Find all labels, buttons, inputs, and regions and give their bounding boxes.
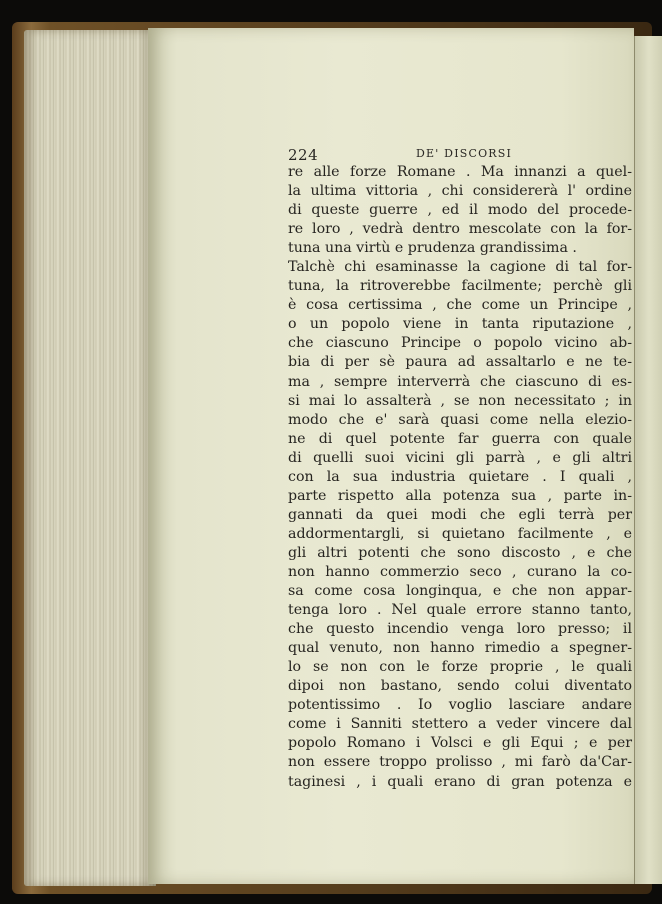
text-line: lo se non con le forze proprie , le quali — [288, 659, 632, 676]
text-line: che questo incendio venga loro presso; il — [288, 621, 632, 638]
body-text — [288, 163, 632, 792]
text-line: qual venuto, non hanno rimedio a spegner- — [288, 640, 632, 657]
text-line: popolo Romano i Volsci e gli Equi ; e per — [288, 735, 632, 752]
text-line: taginesi , i quali erano di gran potenza e — [288, 773, 632, 790]
text-line: gannati da quei modi che egli terrà per — [288, 506, 632, 523]
text-line: Talchè chi esaminasse la cagione di tal for- — [288, 259, 632, 276]
text-line: ne di quel potente far guerra con quale — [288, 430, 632, 447]
text-line: che ciascuno Principe o popolo vicino ab- — [288, 335, 632, 352]
text-line: re loro , vedrà dentro mescolate con la for- — [288, 221, 632, 238]
text-line: gli altri potenti che sono discosto , e che — [288, 544, 632, 561]
facing-page-edge — [634, 36, 662, 884]
text-line: o un popolo viene in tanta riputazione , — [288, 316, 632, 333]
text-line: addormentargli, si quietano facilmente , e — [288, 525, 632, 542]
running-title: DE' DISCORSI — [416, 147, 513, 160]
text-line: modo che e' sarà quasi come nella elezio- — [288, 411, 632, 428]
text-line: sa come cosa longinqua, e che non appar- — [288, 583, 632, 600]
text-line: di queste guerre , ed il modo del procede- — [288, 202, 632, 219]
page-number: 224 — [288, 146, 319, 164]
text-line: tuna, la ritroverebbe facilmente; perchè gli — [288, 278, 632, 295]
text-line: non hanno commerzio seco , curano la co- — [288, 563, 632, 580]
text-line: potentissimo . Io voglio lasciare andare — [288, 697, 632, 714]
text-line: parte rispetto alla potenza sua , parte in- — [288, 487, 632, 504]
text-line: di quelli suoi vicini gli parrà , e gli altri — [288, 449, 632, 466]
text-line: tuna una virtù e prudenza grandissima . — [288, 240, 577, 257]
text-line: dipoi non bastano, sendo colui diventato — [288, 678, 632, 695]
text-line: è cosa certissima , che come un Principe , — [288, 297, 632, 314]
text-line: re alle forze Romane . Ma innanzi a quel- — [288, 164, 632, 180]
text-line: la ultima vittoria , chi considererà l' ordine — [288, 183, 632, 200]
text-line: come i Sanniti stettero a veder vincere dal — [288, 716, 632, 733]
text-line: bia di per sè paura ad assaltarlo e ne te- — [288, 354, 632, 371]
page-edges — [24, 30, 156, 886]
text-line: non essere troppo prolisso , mi farò da'Car- — [288, 754, 632, 771]
text-line: con la sua industria quietare . I quali , — [288, 468, 632, 485]
text-line: tenga loro . Nel quale errore stanno tanto, — [288, 602, 632, 619]
text-line: si mai lo assalterà , se non necessitato ; in — [288, 392, 632, 409]
text-line: ma , sempre interverrà che ciascuno di es- — [288, 373, 632, 390]
